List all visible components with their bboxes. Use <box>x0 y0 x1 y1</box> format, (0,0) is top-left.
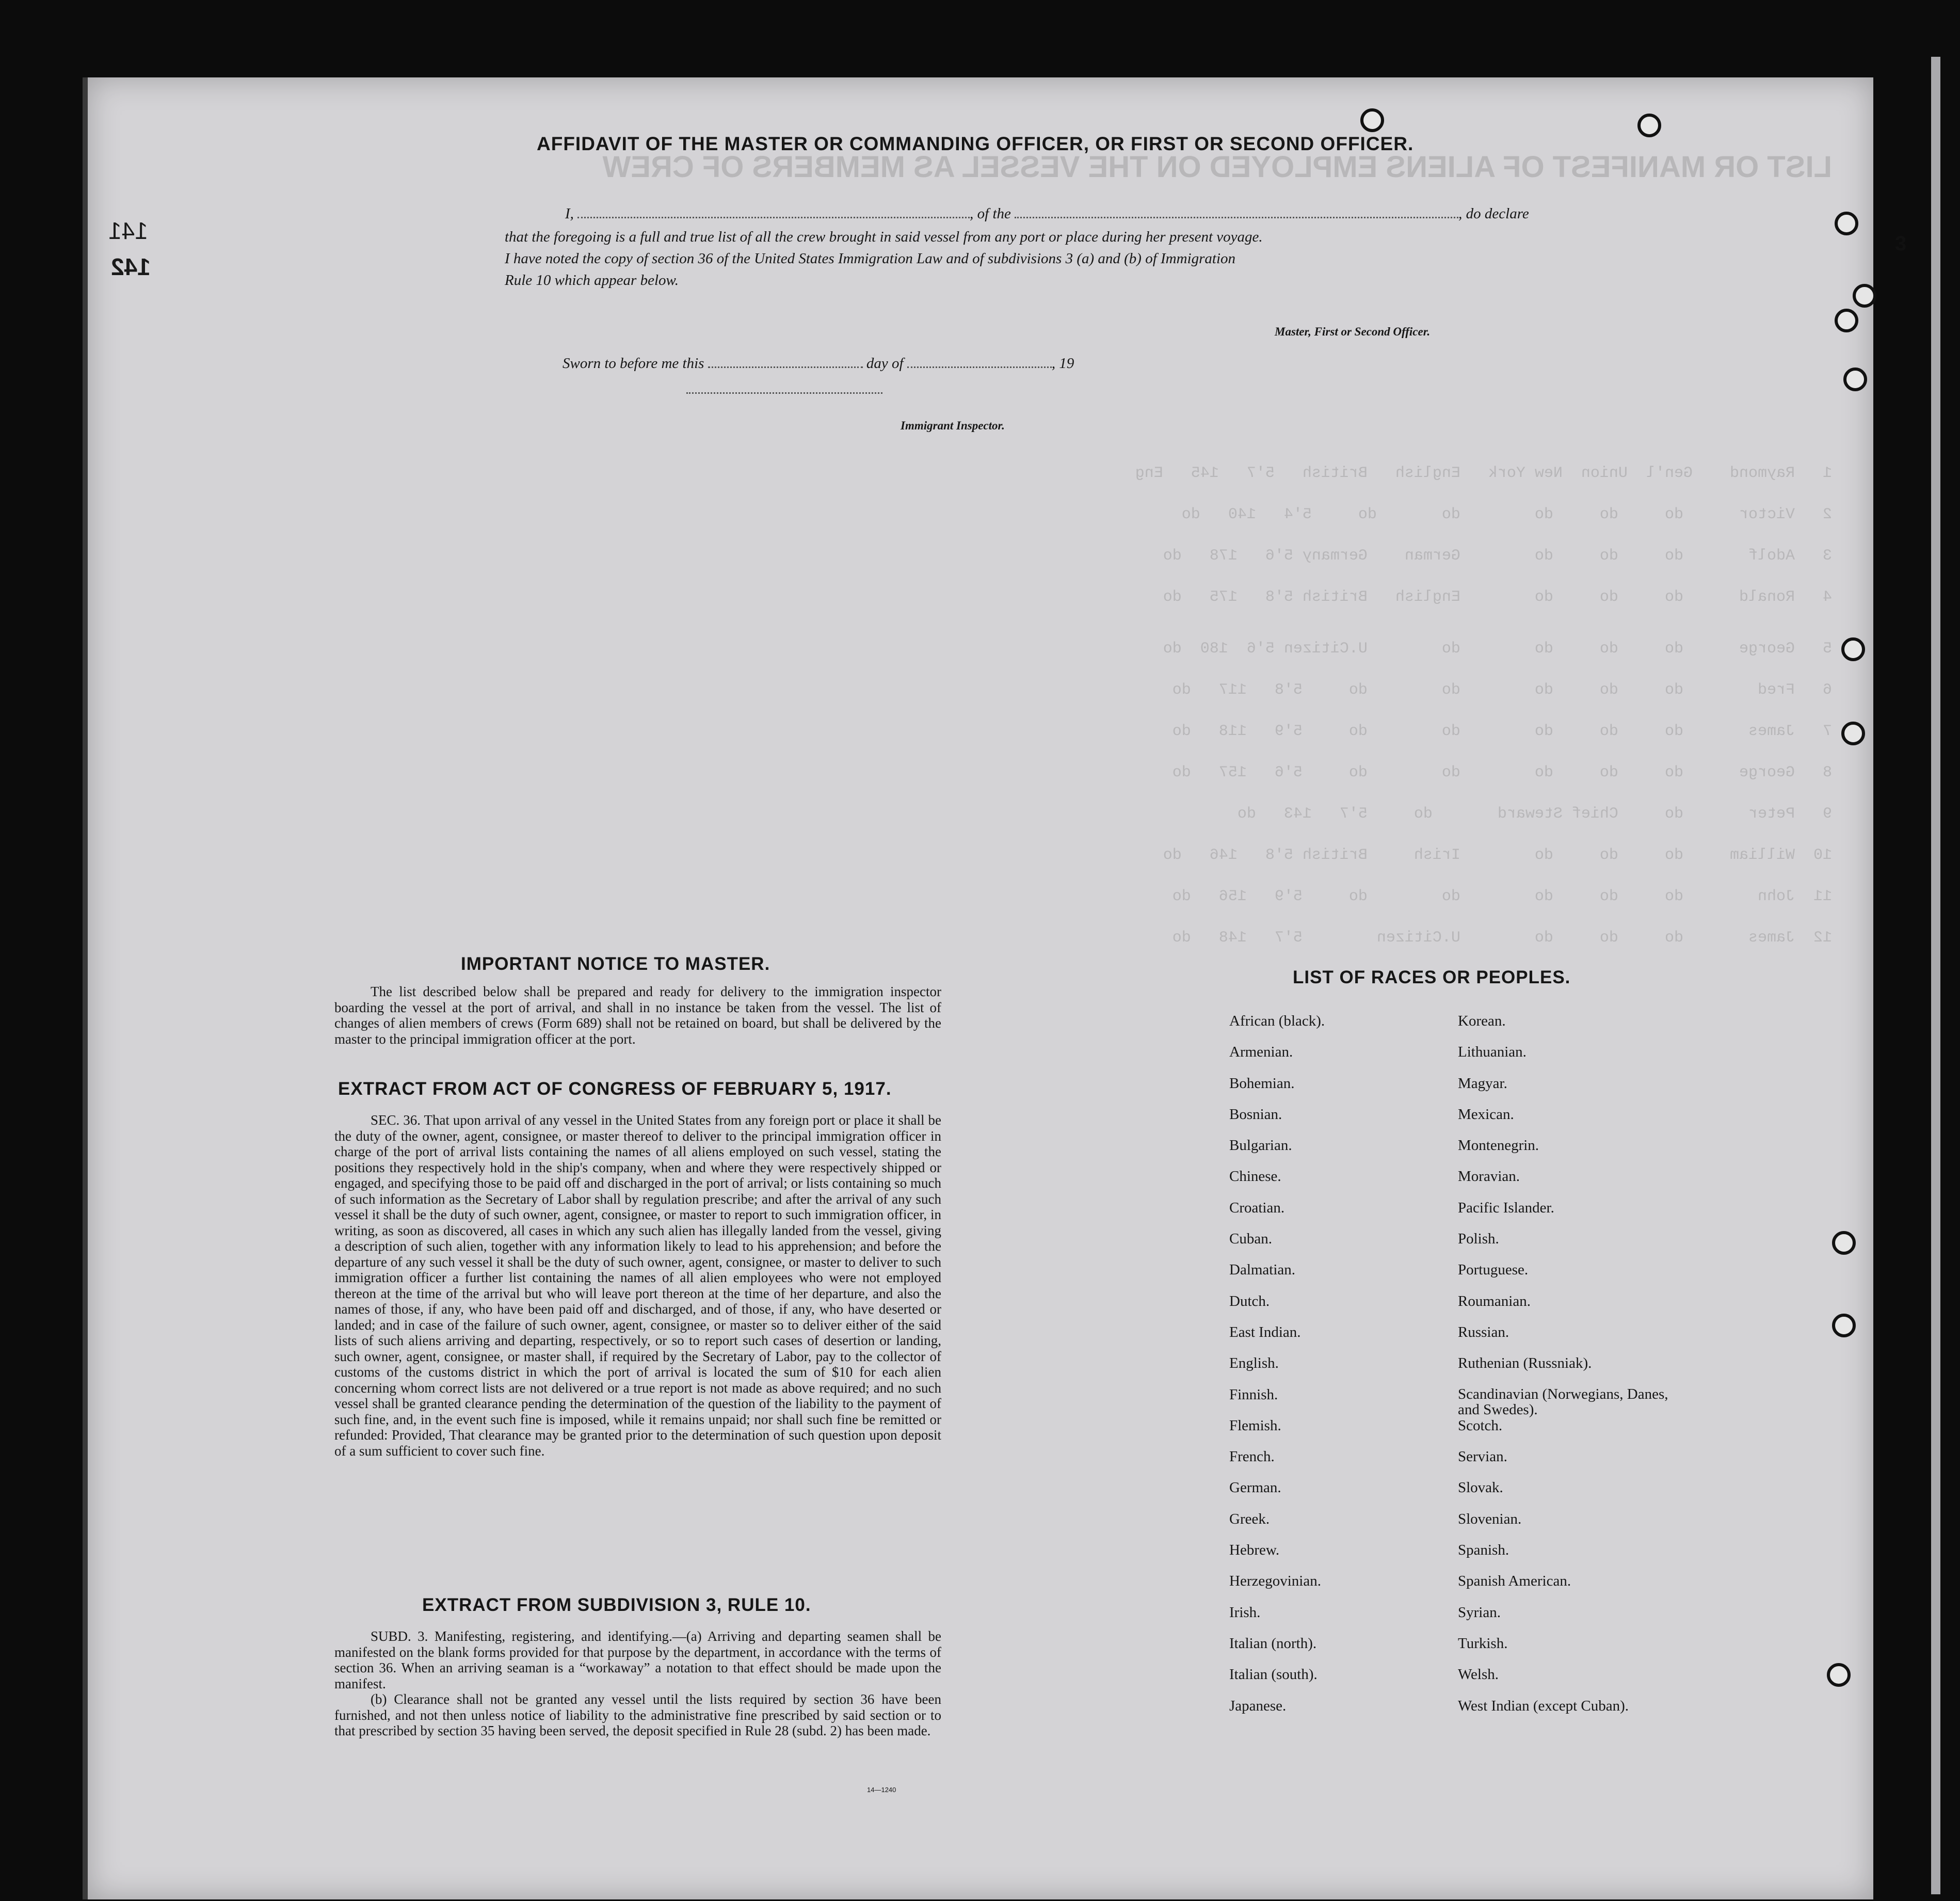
margin-mark-right-number: 3 <box>1895 232 1907 255</box>
form-number: 14—1240 <box>867 1786 896 1794</box>
races-left-column <box>1229 1013 1325 1729</box>
bleed-through-row: 8 George do do do do do 5'6 157 do <box>1172 764 1832 781</box>
race-item: East Indian. <box>1229 1323 1301 1340</box>
subdivision-title: EXTRACT FROM SUBDIVISION 3, RULE 10. <box>422 1595 811 1615</box>
race-item: Dalmatian. <box>1229 1261 1296 1279</box>
races-right-column <box>1458 1013 1685 1729</box>
race-item: Pacific Islander. <box>1458 1199 1554 1216</box>
declarant-name-field[interactable] <box>577 217 970 218</box>
race-item: Chinese. <box>1229 1168 1281 1185</box>
affidavit-i-label: I, <box>565 205 574 222</box>
sworn-label: Sworn to before me this <box>563 355 704 372</box>
sworn-month-field[interactable] <box>907 366 1052 368</box>
subdivision-body <box>334 1628 941 1739</box>
race-item: Ruthenian (Russniak). <box>1458 1355 1592 1372</box>
affidavit-rule-line: Rule 10 which appear below. <box>505 272 679 289</box>
race-item: Syrian. <box>1458 1604 1501 1621</box>
race-item: African (black). <box>1229 1013 1325 1029</box>
affidavit-declarant-line <box>565 205 1529 222</box>
bleed-through-row: 11 John do do do do do 5'9 156 do <box>1172 888 1832 905</box>
race-item: Japanese. <box>1229 1697 1287 1714</box>
punch-hole <box>1827 1663 1851 1687</box>
race-item: Korean. <box>1458 1013 1506 1029</box>
subdivision-paragraph-b: (b) Clearance shall not be granted any vessel until the lists required by section 36 have been furnished, and not then unless notice of liability to the administrative fine prescribed by said section or to that prescribed by section 35 having been served, the deposit specified in Rule 28 (subd. 2) has been made. <box>334 1691 941 1738</box>
bleed-through-row: 2 Victor do do do do do 5'4 140 do <box>1181 506 1832 523</box>
race-item: Irish. <box>1229 1604 1261 1621</box>
race-item: Scandinavian (Norwegians, Danes, and Swedes). <box>1458 1385 1668 1418</box>
race-item: Servian. <box>1458 1448 1507 1465</box>
bleed-through-heading: LIST OR MANIFEST OF ALIENS EMPLOYED ON THE VESSEL AS MEMBERS OF CREW <box>602 150 1832 184</box>
race-item: Italian (south). <box>1229 1666 1318 1683</box>
binding-strip <box>1931 57 1940 1894</box>
race-item: Polish. <box>1458 1231 1499 1248</box>
affidavit-section-line: I have noted the copy of section 36 of the United States Immigration Law and of subdivisions 3 (a) and (b) of Immigration <box>505 250 1236 267</box>
section-36-paragraph: SEC. 36. That upon arrival of any vessel in the United States from any foreign port or place it shall be the duty of the owner, agent, consignee, or master thereof to deliver to the principal immigration officer in charge of the port of arrival lists containing the names of all aliens employed on such vessel, stating the positions they respectively hold in the ship's company, when and where they were respectively shipped or engaged, and specifying those to be paid off and discharged in the port of arrival; or lists containing so much of such information as the Secretary of Labor shall by regulation prescribe; and after the arrival of any such vessel it shall be the duty of such owner, agent, consignee, or master to report to such immigration officer, in writing, as soon as discovered, all cases in which any such alien has illegally landed from the vessel, giving a description of such alien, together with any information likely to lead to his apprehension; and before the departure of any such vessel it shall be the duty of such owner, agent, consignee, or master to deliver to such immigration officer a further list containing the names of all alien employees who were not employed thereon at the time of the arrival but who will leave port thereon at the time of her departure, and also the names of those, if any, who have been paid off and discharged, and of those, if any, who have deserted or landed; and in case of the failure of such owner, agent, consignee, or master so to deliver either of the said lists of such aliens arriving and departing, respectively, or so to report such cases of desertion or landing, such owner, agent, consignee, or master shall, if required by the Secretary of Labor, pay to the collector of customs of the customs district in which the port of arrival is located the sum of $10 for each alien concerning whom correct lists are not delivered or a true report is not made as above required; and no such vessel shall be granted clearance pending the determination of the question of the liability to the payment of such fine, and, in the event such fine is imposed, while it remains unpaid; nor shall such fine be remitted or refunded: Provided, That clearance may be granted prior to the determination of such question upon deposit of a sum sufficient to cover such fine. <box>334 1112 941 1459</box>
race-item: Slovenian. <box>1458 1510 1522 1527</box>
year-label: , 19 <box>1051 355 1074 372</box>
race-item: Spanish. <box>1458 1542 1509 1559</box>
day-of-label: day of <box>866 355 904 372</box>
punch-hole <box>1835 212 1858 235</box>
punch-hole <box>1841 637 1865 661</box>
race-item: Herzegovinian. <box>1229 1573 1321 1590</box>
inspector-signature-field[interactable] <box>686 392 882 394</box>
vessel-name-field[interactable] <box>1015 217 1458 218</box>
punch-hole <box>1843 368 1867 391</box>
margin-mark-left-top: 141 <box>108 217 148 244</box>
act-title: EXTRACT FROM ACT OF CONGRESS OF FEBRUARY 5, 1917. <box>338 1079 892 1099</box>
master-signature-label: Master, First or Second Officer. <box>1275 325 1431 338</box>
punch-hole <box>1832 1314 1856 1337</box>
race-item: Roumanian. <box>1458 1292 1531 1309</box>
race-item: Mexican. <box>1458 1106 1514 1123</box>
margin-mark-left-bottom: 142 <box>111 253 151 280</box>
race-item: Bohemian. <box>1229 1075 1295 1092</box>
punch-hole <box>1832 1231 1856 1255</box>
race-item: Russian. <box>1458 1323 1509 1340</box>
race-item: Armenian. <box>1229 1044 1293 1061</box>
race-item: Moravian. <box>1458 1168 1520 1185</box>
bleed-through-row: 6 Fred do do do do do 5'8 117 do <box>1172 681 1832 699</box>
sworn-line <box>563 355 1074 372</box>
race-item: Scotch. <box>1458 1417 1503 1434</box>
race-item: West Indian (except Cuban). <box>1458 1697 1629 1714</box>
affidavit-title: AFFIDAVIT OF THE MASTER OR COMMANDING OFFICER, OR FIRST OR SECOND OFFICER. <box>537 133 1414 154</box>
notice-paragraph: The list described below shall be prepared and ready for delivery to the immigration inspector boarding the vessel at the port of arrival, and shall in no instance be taken from the vessel. The list of changes of alien members of crews (Form 689) shall not be retained on board, but shall be delivered by the master to the principal immigration officer at the port. <box>334 984 941 1047</box>
race-item: Cuban. <box>1229 1231 1272 1248</box>
bleed-through-row: 10 William do do do Irish British 5'8 146 do <box>1163 846 1832 864</box>
race-item: Greek. <box>1229 1510 1270 1527</box>
bleed-through-row: 1 Raymond Gen'l Union New York English British 5'7 145 Eng <box>1135 465 1832 482</box>
race-item: Montenegrin. <box>1458 1137 1539 1154</box>
sworn-day-field[interactable] <box>708 366 863 368</box>
inspector-label: Immigrant Inspector. <box>901 419 1005 432</box>
notice-title: IMPORTANT NOTICE TO MASTER. <box>461 954 770 974</box>
race-item: Bosnian. <box>1229 1106 1282 1123</box>
race-item: Italian (north). <box>1229 1635 1317 1652</box>
bleed-through-row: 4 Ronald do do do English British 5'8 175 do <box>1163 588 1832 606</box>
race-item: French. <box>1229 1448 1275 1465</box>
race-item: Finnish. <box>1229 1386 1278 1403</box>
punch-hole <box>1841 722 1865 745</box>
bleed-through-row: 12 James do do do U.Citizen 5'7 148 do <box>1172 929 1832 947</box>
bleed-through-row: 5 George do do do do U.Citizen 5'6 180 do <box>1163 640 1832 658</box>
affidavit-declare-label: , do declare <box>1458 205 1529 222</box>
race-item: Slovak. <box>1458 1479 1503 1496</box>
punch-hole <box>1360 108 1384 132</box>
affidavit-of-label: , of the <box>970 205 1011 222</box>
race-item: Turkish. <box>1458 1635 1508 1652</box>
race-item: Lithuanian. <box>1458 1044 1527 1061</box>
races-title: LIST OF RACES OR PEOPLES. <box>1293 967 1571 987</box>
affidavit-statement-line: that the foregoing is a full and true list of all the crew brought in said vessel from any port or place during her present voyage. <box>505 229 1263 245</box>
act-body <box>334 1112 941 1459</box>
race-item: Spanish American. <box>1458 1573 1571 1590</box>
punch-hole <box>1835 309 1858 332</box>
punch-hole <box>1637 114 1661 137</box>
race-item: Hebrew. <box>1229 1542 1280 1559</box>
bleed-through-row: 3 Adolf do do do German Germany 5'6 178 do <box>1163 547 1832 565</box>
race-item: Dutch. <box>1229 1292 1270 1309</box>
race-item: Portuguese. <box>1458 1261 1529 1279</box>
race-item: Flemish. <box>1229 1417 1281 1434</box>
race-item: Magyar. <box>1458 1075 1507 1092</box>
race-item: Welsh. <box>1458 1666 1499 1683</box>
race-item: German. <box>1229 1479 1281 1496</box>
race-item: Bulgarian. <box>1229 1137 1292 1154</box>
race-item: English. <box>1229 1355 1279 1372</box>
punch-hole <box>1853 284 1876 308</box>
bleed-through-row: 7 James do do do do do 5'9 118 do <box>1172 723 1832 740</box>
race-item: Croatian. <box>1229 1199 1285 1216</box>
subdivision-paragraph-a: SUBD. 3. Manifesting, registering, and identifying.—(a) Arriving and departing seamen shall be manifested on the blank forms provided for that purpose by the department, in accordance with the terms of section 36. When an arriving seaman is a “workaway” a notation to that effect should be made upon the manifest. <box>334 1628 941 1691</box>
notice-body <box>334 984 941 1047</box>
bleed-through-row: 9 Peter do Chief Steward do 5'7 143 do <box>1237 805 1832 823</box>
